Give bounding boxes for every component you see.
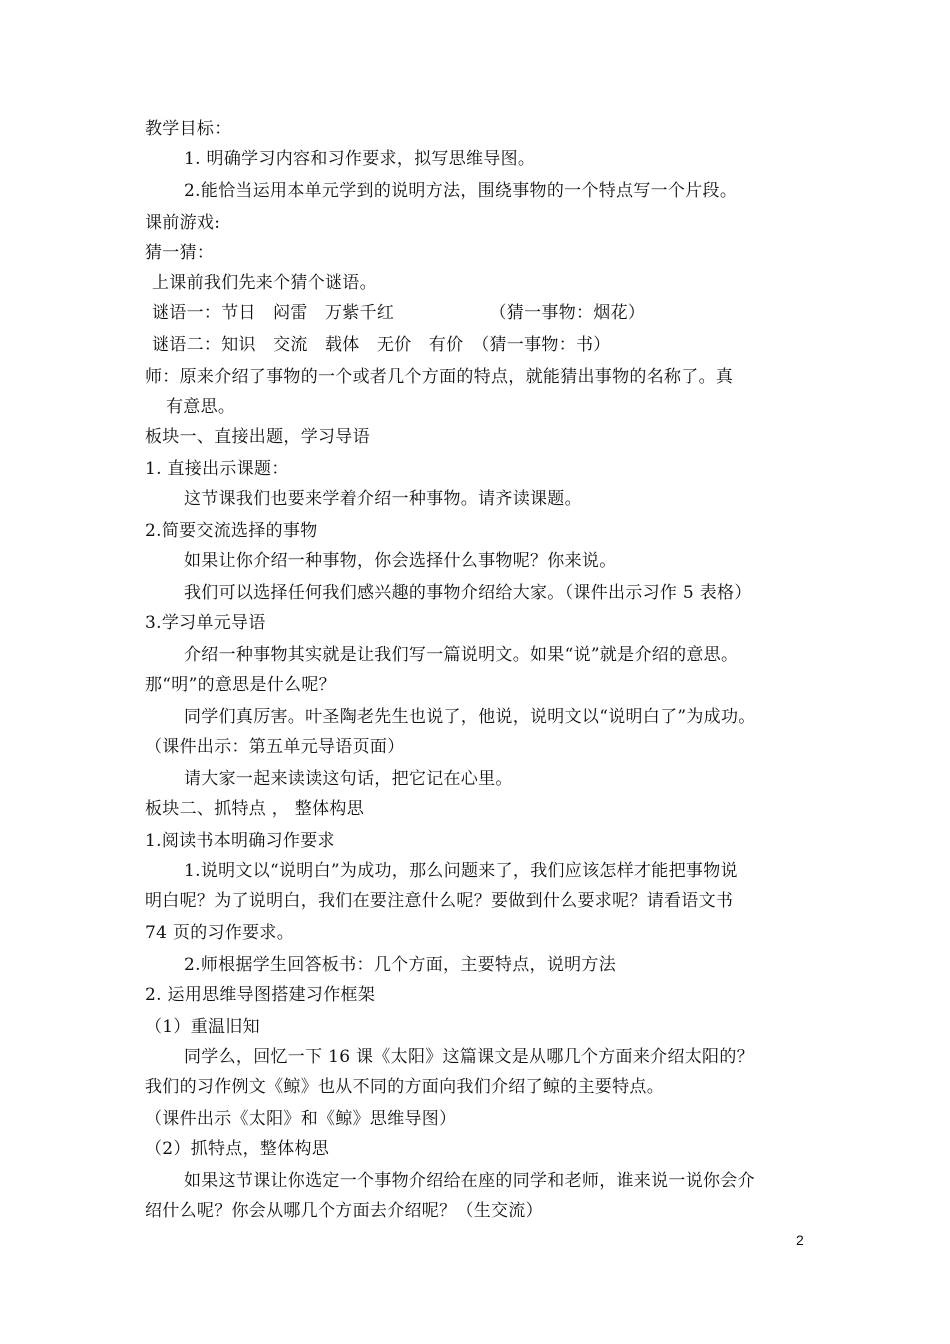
text-line: 1.说明文以“说明白”为成功，那么问题来了，我们应该怎样才能把事物说 [184, 861, 738, 881]
text-line: 我们可以选择任何我们感兴趣的事物介绍给大家。（课件出示习作 5 表格） [184, 583, 752, 603]
goal-item-2: 2.能恰当运用本单元学到的说明方法，围绕事物的一个特点写一个片段。 [184, 181, 738, 201]
subheading: （1）重温旧知 [145, 1017, 260, 1037]
text-line: （课件出示：第五单元导语页面） [145, 737, 405, 757]
text-line: 师：原来介绍了事物的一个或者几个方面的特点，就能猜出事物的名称了。真 [145, 367, 734, 387]
subheading: 1. 直接出示课题： [145, 459, 289, 479]
heading-guess: 猜一猜： [145, 243, 215, 263]
subheading: （2）抓特点，整体构思 [145, 1139, 330, 1159]
text-line: 这节课我们也要来学着介绍一种事物。请齐读课题。 [184, 489, 582, 509]
text-line: 同学们真厉害。叶圣陶老先生也说了，他说，说明文以“说明白了”为成功。 [184, 707, 756, 727]
heading-section-2: 板块二、抓特点 ， 整体构思 [145, 799, 365, 819]
riddle-2: 谜语二：知识 交流 载体 无价 有价 （猜一事物：书） [152, 335, 611, 355]
text-line: 绍什么呢？你会从哪几个方面去介绍呢？（生交流） [145, 1201, 543, 1221]
page-number: 2 [796, 1232, 804, 1248]
text-line: 那“明”的意思是什么呢？ [145, 675, 336, 695]
subheading: 2. 运用思维导图搭建习作框架 [145, 985, 376, 1005]
heading-section-1: 板块一、直接出题，学习导语 [145, 427, 370, 447]
text-line: 有意思。 [166, 397, 236, 417]
text-line: 明白呢？为了说明白，我们在要注意什么呢？要做到什么要求呢？请看语文书 [145, 891, 734, 911]
text-line: 上课前我们先来个猜个谜语。 [152, 273, 377, 293]
text-line: 介绍一种事物其实就是让我们写一篇说明文。如果“说”就是介绍的意思。 [184, 645, 739, 665]
text-line: 2.师根据学生回答板书：几个方面，主要特点，说明方法 [184, 955, 617, 975]
goal-item-1: 1. 明确学习内容和习作要求，拟写思维导图。 [184, 149, 536, 169]
text-line: 如果让你介绍一种事物，你会选择什么事物呢？你来说。 [184, 551, 617, 571]
subheading: 1.阅读书本明确习作要求 [145, 831, 335, 851]
text-line: 同学么，回忆一下 16 课《太阳》这篇课文是从哪几个方面来介绍太阳的？ [184, 1047, 754, 1067]
subheading: 3.学习单元导语 [145, 613, 266, 633]
text-line: 请大家一起来读读这句话，把它记在心里。 [184, 769, 513, 789]
text-line: 我们的习作例文《鲸》也从不同的方面向我们介绍了鲸的主要特点。 [145, 1077, 664, 1097]
heading-pre-class-game: 课前游戏: [145, 213, 221, 233]
heading-teaching-goals: 教学目标： [145, 119, 232, 139]
text-line: 如果这节课让你选定一个事物介绍给在座的同学和老师，谁来说一说你会介 [184, 1171, 755, 1191]
riddle-1: 谜语一：节日 闷雷 万紫千红 （猜一事物：烟花） [152, 303, 646, 323]
text-line: （课件出示《太阳》和《鲸》思维导图） [145, 1109, 457, 1129]
text-line: 74 页的习作要求。 [145, 923, 295, 943]
subheading: 2.简要交流选择的事物 [145, 521, 318, 541]
